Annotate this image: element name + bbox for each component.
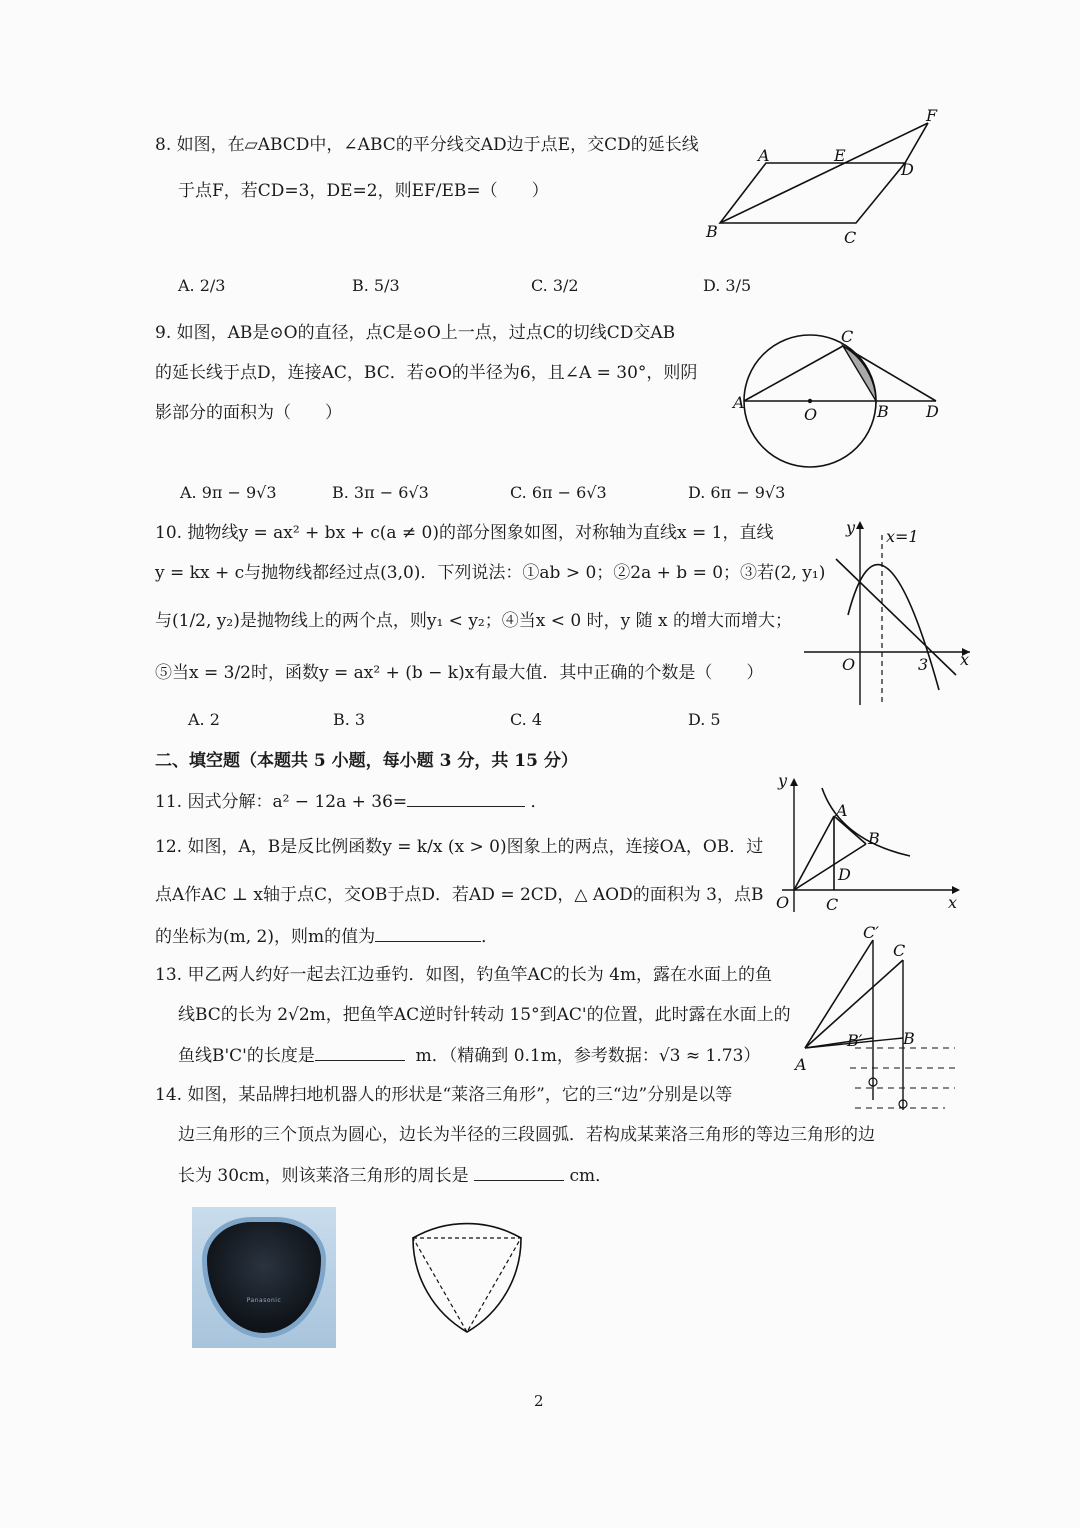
q10-option-d: D. 5 (688, 710, 721, 729)
q9-circle-figure (730, 320, 950, 470)
q14-answer-blank[interactable] (474, 1164, 564, 1181)
q9-label-b: B (877, 402, 889, 421)
reuleaux-triangle-figure (405, 1220, 530, 1345)
q13-answer-blank[interactable] (315, 1044, 405, 1061)
q13-label-a: A (795, 1055, 807, 1074)
robot-vacuum-photo (192, 1207, 336, 1348)
section-2-heading: 二、填空题（本题共 5 小题，每小题 3 分，共 15 分） (155, 751, 578, 771)
robot-brand-logo: Panasonic (246, 1297, 282, 1304)
q8-line2: 于点F，若CD=3，DE=2，则EF/EB=（ ） (178, 181, 549, 201)
q14-line2: 边三角形的三个顶点为圆心，边长为半径的三段圆弧．若构成某莱洛三角形的等边三角形的边 (178, 1125, 875, 1145)
q9-option-c: C. 6π − 6√3 (510, 483, 607, 502)
q13-label-c-prime: C′ (863, 923, 879, 942)
q9-line3: 影部分的面积为（ ） (155, 403, 342, 423)
q11-line (155, 790, 548, 813)
q12-end: ． (481, 927, 499, 947)
q8-label-d: D (901, 160, 914, 179)
q8-label-a: A (758, 146, 770, 165)
q10-label-axis: x=1 (886, 527, 919, 546)
q13-line3 (178, 1044, 760, 1067)
q10-option-c: C. 4 (510, 710, 543, 729)
page-number: 2 (534, 1392, 544, 1410)
q10-parabola-figure (800, 515, 980, 710)
q10-label-y: y (846, 518, 856, 537)
q10-line4: ⑤当x = 3/2时，函数y = ax² + (b − k)x有最大值．其中正确的个数是（ ） (155, 663, 764, 683)
q14-line3 (178, 1164, 612, 1187)
q8-label-e: E (834, 146, 846, 165)
q9-line1: 9. 如图，AB是⊙O的直径，点C是⊙O上一点，过点C的切线CD交AB (155, 323, 676, 343)
q9-label-a: A (733, 393, 745, 412)
q10-option-b: B. 3 (333, 710, 366, 729)
q13-label-b: B (903, 1029, 915, 1048)
q8-option-d: D. 3/5 (703, 276, 752, 295)
q13-line1: 13. 甲乙两人约好一起去江边垂钓．如图，钓鱼竿AC的长为 4m，露在水面上的鱼 (155, 965, 773, 985)
q9-label-d: D (926, 402, 939, 421)
q11-end: ． (530, 792, 548, 812)
q12-line1: 12. 如图，A，B是反比例函数y = k/x (x > 0)图象上的两点，连接OA，OB．过 (155, 837, 764, 857)
q12-inverse-function-figure (770, 770, 970, 920)
q13-label-b-prime: B′ (847, 1031, 863, 1050)
q13-fishing-figure (795, 920, 960, 1120)
q10-line3: 与(1/2, y₂)是抛物线上的两个点，则y₁ < y₂；④当x < 0 时，y 随 x 的增大而增大； (155, 611, 793, 631)
q13-line3b: m．（精确到 0.1m，参考数据：√3 ≈ 1.73） (415, 1046, 761, 1066)
q11-answer-blank[interactable] (407, 790, 525, 807)
q10-line1: 10. 抛物线y = ax² + bx + c(a ≠ 0)的部分图象如图，对称轴为直线x = 1，直线 (155, 523, 774, 543)
q12-line3 (155, 925, 498, 948)
q14-line3b: cm． (569, 1166, 613, 1186)
q10-line2: y = kx + c与抛物线都经过点(3,0)．下列说法：①ab > 0；②2a + b = 0；③若(2, y₁) (155, 563, 826, 583)
q8-label-c: C (844, 228, 857, 247)
q8-parallelogram-figure (700, 105, 960, 250)
q8-label-f: F (926, 106, 938, 125)
q8-line1: 8. 如图，在▱ABCD中，∠ABC的平分线交AD边于点E，交CD的延长线 (155, 135, 699, 155)
q8-option-b: B. 5/3 (352, 276, 400, 295)
q12-label-c: C (826, 895, 839, 914)
q10-label-x: x (960, 650, 970, 669)
q12-label-x: x (948, 893, 958, 912)
q12-label-y: y (778, 771, 788, 790)
q9-option-b: B. 3π − 6√3 (332, 483, 429, 502)
q13-line3a: 鱼线B'C'的长度是 (178, 1046, 315, 1066)
q8-option-a: A. 2/3 (178, 276, 226, 295)
q8-label-b: B (706, 222, 718, 241)
q12-label-o: O (776, 893, 790, 912)
q10-option-a: A. 2 (188, 710, 220, 729)
q13-label-c: C (893, 941, 906, 960)
q12-label-d: D (838, 865, 851, 884)
q13-line2: 线BC的长为 2√2m，把鱼竿AC逆时针转动 15°到AC'的位置，此时露在水面上的 (178, 1005, 791, 1025)
q10-label-3: 3 (918, 655, 929, 674)
q12-answer-blank[interactable] (375, 925, 481, 942)
q9-label-o: O (804, 405, 818, 424)
q14-line1: 14. 如图，某品牌扫地机器人的形状是“莱洛三角形”，它的三“边”分别是以等 (155, 1085, 733, 1105)
q12-line3-text: 的坐标为(m, 2)，则m的值为 (155, 927, 376, 947)
q9-label-c: C (841, 327, 854, 346)
robot-vacuum-body (202, 1217, 326, 1338)
q9-option-a: A. 9π − 9√3 (180, 483, 277, 502)
q8-option-c: C. 3/2 (531, 276, 579, 295)
q11-text: 11. 因式分解：a² − 12a + 36= (155, 792, 408, 812)
q9-option-d: D. 6π − 9√3 (688, 483, 786, 502)
q10-label-o: O (842, 655, 856, 674)
q12-label-a: A (836, 801, 848, 820)
q14-line3a: 长为 30cm，则该莱洛三角形的周长是 (178, 1166, 469, 1186)
q12-label-b: B (868, 829, 880, 848)
q9-line2: 的延长线于点D，连接AC，BC．若⊙O的半径为6，且∠A = 30°，则阴 (155, 363, 698, 383)
q12-line2: 点A作AC ⊥ x轴于点C，交OB于点D．若AD = 2CD，△ AOD的面积为 3，点B (155, 885, 764, 905)
